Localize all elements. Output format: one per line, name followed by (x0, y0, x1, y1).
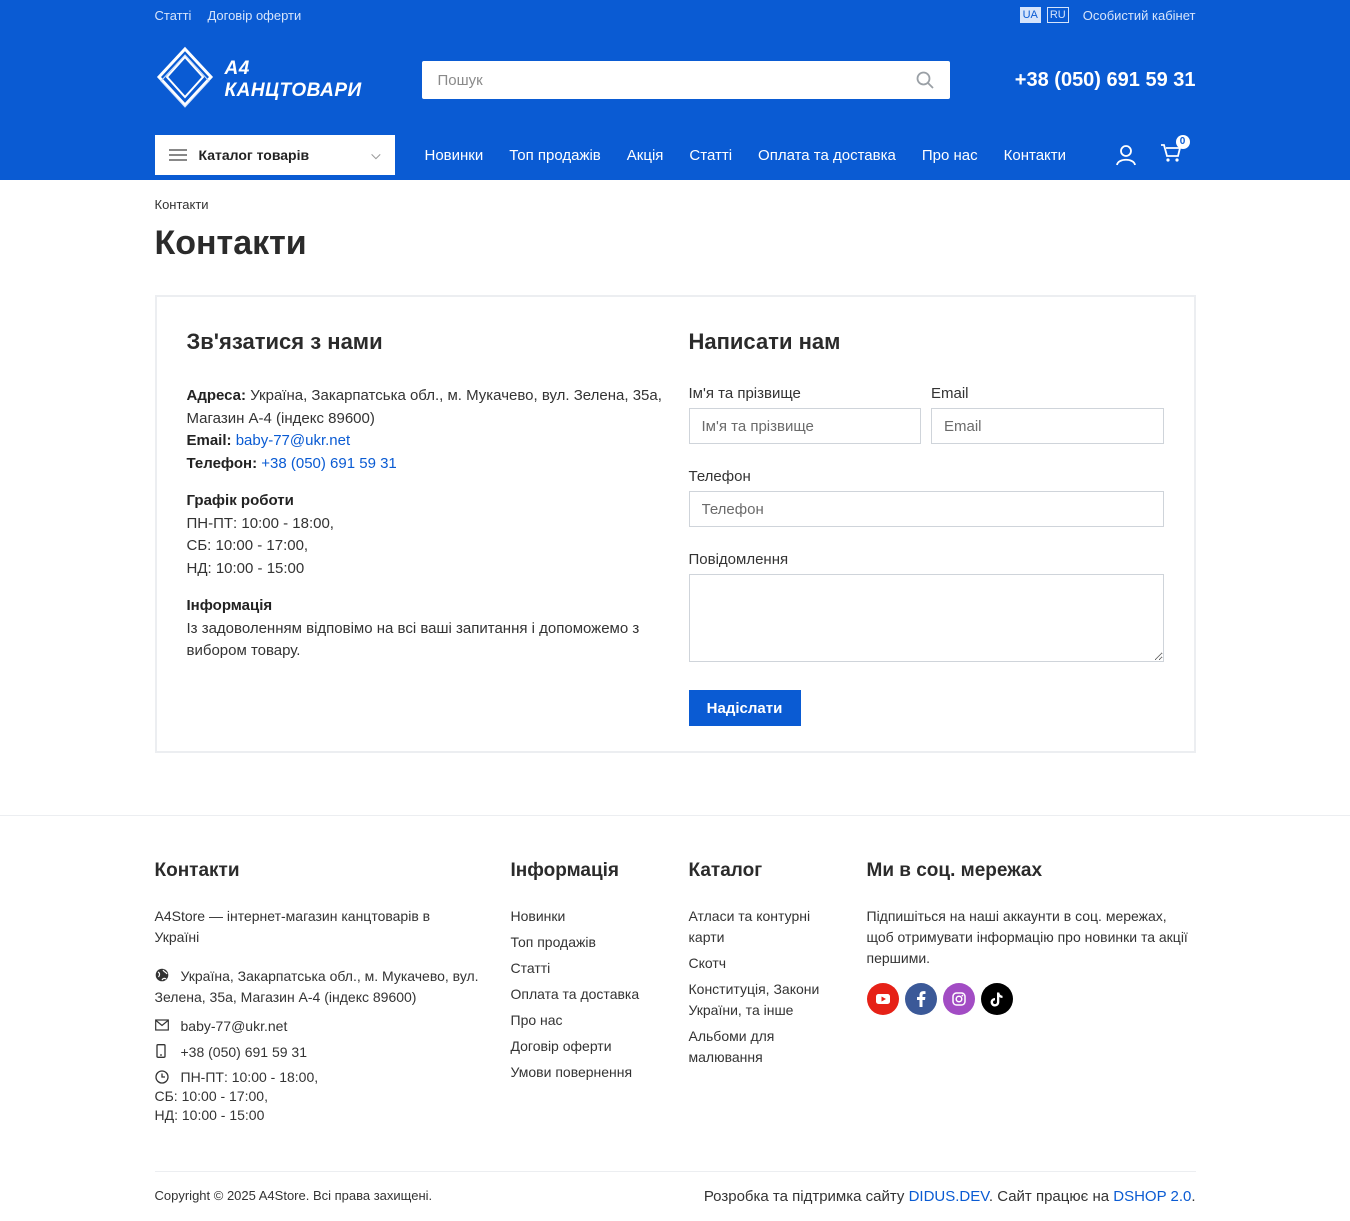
message-field[interactable] (689, 574, 1164, 662)
nav-payment-delivery[interactable]: Оплата та доставка (758, 146, 896, 164)
platform-link[interactable]: DSHOP 2.0 (1113, 1188, 1192, 1205)
footer-catalog-albums[interactable]: Альбоми для малювання (688, 1028, 775, 1065)
dev-link[interactable]: DIDUS.DEV (908, 1188, 989, 1205)
footer-link-payment[interactable]: Оплата та доставка (510, 986, 640, 1002)
footer-catalog-tape[interactable]: Скотч (688, 955, 727, 971)
footer-social-text: Підпишіться на наші аккаунти в соц. мережах, щоб отримувати інформацію про новинки та акції першими. (866, 908, 1188, 966)
copyright-bar (155, 1171, 1196, 1205)
phone-link[interactable]: +38 (050) 691 59 31 (261, 454, 397, 472)
footer-contacts-title: Контакти (154, 860, 240, 881)
schedule-label: Графік роботи (186, 492, 294, 509)
schedule-weekdays: ПН-ПТ: 10:00 - 18:00, (186, 514, 334, 532)
phone-field-label: Телефон (688, 468, 751, 485)
footer-social-title: Ми в соц. мережах (866, 860, 1043, 881)
footer-about: A4Store — інтернет-магазин канцтоварів в Україні (154, 908, 431, 945)
search-box (422, 61, 950, 99)
dev-suffix: . (1191, 1188, 1196, 1205)
topbar-link-articles[interactable]: Статті (154, 7, 192, 23)
address-label: Адреса: (186, 387, 247, 404)
mail-icon (155, 1016, 181, 1035)
page-title: Контакти (154, 224, 307, 262)
youtube-icon[interactable] (867, 983, 899, 1015)
topbar-link-offer[interactable]: Договір оферти (207, 7, 302, 23)
menu-icon (169, 146, 187, 164)
schedule-sunday: НД: 10:00 - 15:00 (186, 559, 305, 577)
logo-line-2: КАНЦТОВАРИ (224, 80, 362, 101)
name-field[interactable] (689, 408, 922, 444)
nav-new[interactable]: Новинки (424, 146, 484, 164)
site-header (0, 0, 1350, 180)
footer-link-new[interactable]: Новинки (510, 908, 566, 924)
info-text: Із задоволенням відповімо на всі ваші запитання і допоможемо з вибором товару. (186, 619, 640, 659)
search-input[interactable] (438, 72, 878, 89)
email-label: Email: (186, 432, 232, 449)
dev-prefix: Розробка та підтримка сайту (703, 1188, 909, 1205)
logo-diamond-icon (155, 45, 215, 115)
name-label: Ім'я та прізвище (688, 385, 801, 402)
footer-link-offer[interactable]: Договір оферти (510, 1038, 612, 1054)
main-menu (425, 147, 1067, 164)
footer-link-articles[interactable]: Статті (510, 960, 551, 976)
catalog-label: Каталог товарів (198, 147, 310, 163)
footer-schedule-sunday: НД: 10:00 - 15:00 (154, 1107, 265, 1123)
contact-card (155, 295, 1196, 753)
email-link[interactable]: baby-77@ukr.net (235, 432, 351, 449)
topbar (155, 0, 1196, 30)
footer-catalog-constitution[interactable]: Конституція, Закони України, та інше (688, 981, 820, 1018)
schedule-saturday: СБ: 10:00 - 17:00, (186, 537, 309, 554)
lang-ua[interactable]: UA (1020, 7, 1041, 23)
nav-contacts[interactable]: Контакти (1003, 146, 1067, 164)
dev-mid: . Сайт працює на (988, 1188, 1114, 1205)
tiktok-icon[interactable] (981, 983, 1013, 1015)
facebook-icon[interactable] (905, 983, 937, 1015)
lang-ru[interactable]: RU (1047, 7, 1069, 23)
message-label: Повідомлення (688, 551, 789, 568)
submit-button[interactable]: Надіслати (689, 690, 801, 726)
account-link[interactable]: Особистий кабінет (1082, 7, 1196, 23)
site-logo[interactable] (155, 40, 422, 120)
nav-articles[interactable]: Статті (689, 146, 733, 164)
chevron-down-icon: ⌵ (371, 147, 381, 162)
phone-label: Телефон: (186, 454, 258, 472)
copyright-text: Copyright © 2025 A4Store. Всі права захищені. (154, 1188, 433, 1203)
footer-catalog-title: Каталог (688, 860, 763, 881)
footer-email[interactable]: baby-77@ukr.net (180, 1018, 288, 1034)
instagram-icon[interactable] (943, 983, 975, 1015)
phone-field[interactable] (689, 491, 1164, 527)
contact-heading: Зв'язатися з нами (186, 329, 383, 354)
social-links (867, 983, 1196, 1015)
cart-count-badge: 0 (1176, 135, 1190, 149)
footer-link-about[interactable]: Про нас (510, 1012, 563, 1028)
footer-catalog-atlases[interactable]: Атласи та контурні карти (688, 908, 811, 945)
mobile-phone-icon (155, 1042, 181, 1062)
nav-top-sales[interactable]: Топ продажів (509, 146, 601, 164)
footer-schedule-saturday: СБ: 10:00 - 17:00, (154, 1088, 268, 1104)
breadcrumb[interactable]: Контакти (154, 197, 209, 212)
search-icon[interactable] (916, 71, 934, 89)
footer-address: Україна, Закарпатська обл., м. Мукачево, вул. Зелена, 35а, Магазин А-4 (індекс 89600) (154, 968, 479, 1005)
user-icon[interactable] (1116, 144, 1136, 166)
footer-schedule-weekdays: ПН-ПТ: 10:00 - 18:00, (180, 1069, 319, 1085)
form-heading: Написати нам (688, 329, 841, 354)
address-value: Україна, Закарпатська обл., м. Мукачево, вул. Зелена, 35а, Магазин А-4 (індекс 89600) (186, 387, 662, 427)
logo-line-1: А4 (224, 58, 250, 79)
catalog-dropdown[interactable] (155, 135, 395, 175)
footer-link-returns[interactable]: Умови повернення (510, 1064, 633, 1080)
contact-form (689, 327, 1164, 721)
email-field[interactable] (931, 408, 1164, 444)
site-footer (0, 815, 1350, 1205)
footer-info-title: Інформація (510, 860, 620, 881)
info-label: Інформація (186, 597, 273, 614)
footer-link-top-sales[interactable]: Топ продажів (510, 934, 596, 950)
footer-phone[interactable]: +38 (050) 691 59 31 (180, 1044, 307, 1060)
email-field-label: Email (931, 385, 969, 402)
header-phone[interactable]: +38 (050) 691 59 31 (1014, 68, 1196, 91)
cart-button[interactable] (1160, 136, 1186, 167)
nav-about[interactable]: Про нас (921, 146, 978, 164)
nav-promo[interactable]: Акція (626, 146, 664, 164)
